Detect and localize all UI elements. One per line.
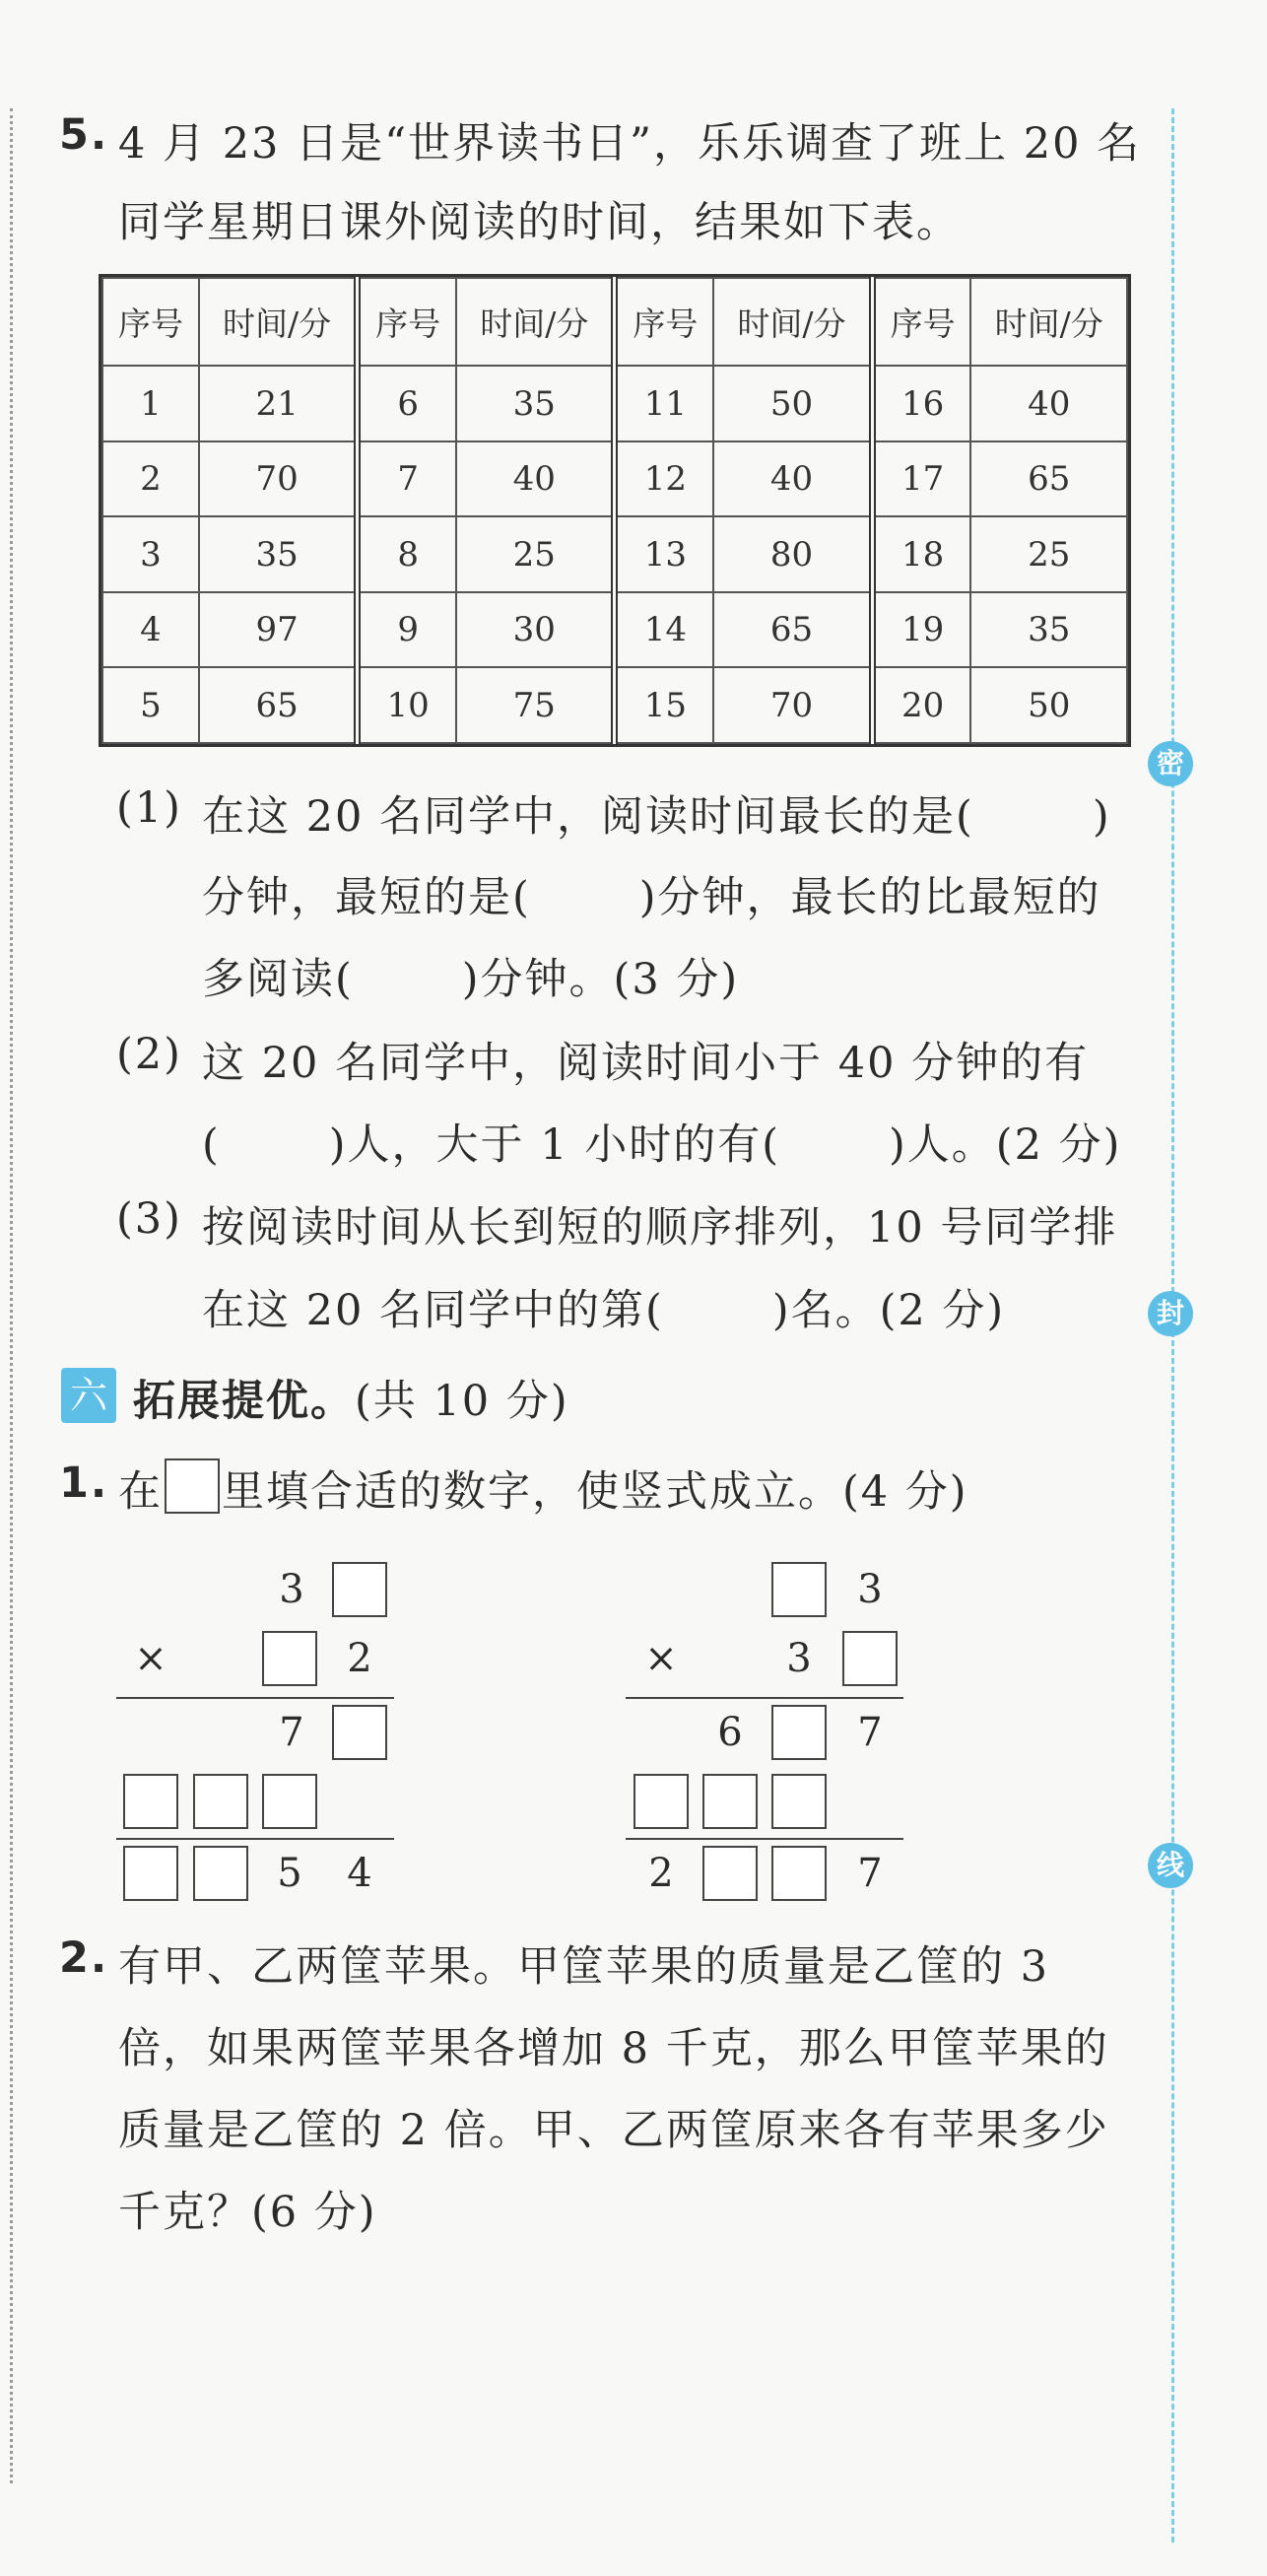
table-cell: 70 [199, 441, 358, 517]
table-cell: 30 [456, 592, 615, 668]
section-heading: 拓展提优。(共 10 分) [133, 1377, 569, 1426]
table-cell: 25 [970, 516, 1127, 592]
table-cell: 16 [872, 366, 970, 441]
table-cell: 40 [970, 366, 1127, 441]
digit: 7 [857, 1851, 883, 1896]
table-row [102, 516, 1127, 592]
table-cell: 3 [102, 516, 199, 592]
table-cell: 18 [872, 516, 970, 592]
reading-time-table [99, 274, 1131, 747]
digit: 2 [347, 1636, 372, 1681]
multiply-sign: × [134, 1636, 167, 1681]
table-cell: 8 [358, 516, 456, 592]
q5-line2: 同学星期日课外阅读的时间，结果如下表。 [118, 198, 961, 247]
answer-box[interactable] [332, 1705, 387, 1760]
table-cell: 65 [199, 667, 358, 743]
answer-box[interactable] [842, 1631, 898, 1686]
table-cell: 50 [970, 667, 1127, 743]
digit: 7 [857, 1710, 883, 1755]
calc-rule [626, 1697, 903, 1699]
q5-p1-line3: 多阅读( )分钟。(3 分) [202, 955, 740, 1004]
answer-box-example [165, 1458, 220, 1514]
calc-rule [116, 1838, 394, 1840]
table-row [102, 592, 1127, 668]
digit: 7 [279, 1710, 304, 1755]
table-cell: 7 [358, 441, 456, 517]
answer-box[interactable] [702, 1846, 758, 1901]
q2-line3: 质量是乙筐的 2 倍。甲、乙两筐原来各有苹果多少 [118, 2106, 1109, 2155]
answer-box[interactable] [332, 1562, 387, 1617]
table-cell: 1 [102, 366, 199, 441]
table-header-row [102, 278, 1127, 366]
table-row [102, 667, 1127, 743]
table-row [102, 441, 1127, 517]
table-cell: 15 [615, 667, 713, 743]
answer-box[interactable] [771, 1846, 827, 1901]
q5-p2-line2: ( )人，大于 1 小时的有( )人。(2 分) [202, 1120, 1122, 1170]
answer-box[interactable] [771, 1705, 827, 1760]
q5-p1-label: (1) [116, 783, 182, 833]
answer-box[interactable] [771, 1562, 827, 1617]
q2-line2: 倍，如果两筐苹果各增加 8 千克，那么甲筐苹果的 [118, 2024, 1109, 2073]
binding-seal-feng: 封 [1148, 1291, 1193, 1336]
table-cell: 65 [970, 441, 1127, 517]
answer-box[interactable] [193, 1774, 248, 1829]
table-header: 时间/分 [970, 278, 1127, 366]
calc-rule [116, 1697, 394, 1699]
digit: 3 [279, 1567, 304, 1612]
table-cell: 21 [199, 366, 358, 441]
digit: 3 [786, 1636, 812, 1681]
table-cell: 80 [713, 516, 872, 592]
table-cell: 10 [358, 667, 456, 743]
table-cell: 12 [615, 441, 713, 517]
digit: 6 [717, 1710, 743, 1755]
q5-number: 5. [59, 110, 109, 160]
table-cell: 40 [456, 441, 615, 517]
answer-box[interactable] [123, 1774, 178, 1829]
digit: 5 [277, 1851, 302, 1896]
table-cell: 35 [970, 592, 1127, 668]
q2-number: 2. [59, 1933, 109, 1983]
q5-p3-label: (3) [116, 1194, 182, 1244]
table-cell: 17 [872, 441, 970, 517]
table-cell: 50 [713, 366, 872, 441]
table-header: 序号 [872, 278, 970, 366]
q5-p1-line1: 在这 20 名同学中，阅读时间最长的是( ) [202, 792, 1111, 842]
table-cell: 35 [199, 516, 358, 592]
table-cell: 25 [456, 516, 615, 592]
answer-box[interactable] [262, 1631, 317, 1686]
table-cell: 19 [872, 592, 970, 668]
answer-box[interactable] [193, 1846, 248, 1901]
table-cell: 11 [615, 366, 713, 441]
table-cell: 2 [102, 441, 199, 517]
digit: 2 [648, 1851, 674, 1896]
multiply-sign: × [644, 1636, 678, 1681]
left-binding-line [10, 108, 13, 2483]
section-number-badge: 六 [61, 1368, 116, 1423]
binding-seal-mi: 密 [1148, 741, 1193, 786]
table-cell: 13 [615, 516, 713, 592]
table-cell: 9 [358, 592, 456, 668]
table-cell: 70 [713, 667, 872, 743]
table-header: 时间/分 [713, 278, 872, 366]
table-header: 序号 [102, 278, 199, 366]
q1-number: 1. [59, 1458, 109, 1508]
answer-box[interactable] [702, 1774, 758, 1829]
table-header: 时间/分 [199, 278, 358, 366]
q5-p2-label: (2) [116, 1030, 182, 1079]
table-cell: 6 [358, 366, 456, 441]
table-cell: 14 [615, 592, 713, 668]
answer-box[interactable] [771, 1774, 827, 1829]
digit: 4 [347, 1851, 372, 1896]
table-row [102, 366, 1127, 441]
digit: 3 [857, 1567, 883, 1612]
q5-p3-line2: 在这 20 名同学中的第( )名。(2 分) [202, 1286, 1006, 1335]
answer-box[interactable] [262, 1774, 317, 1829]
table-cell: 4 [102, 592, 199, 668]
answer-box[interactable] [634, 1774, 689, 1829]
q1-instruction: 在 里填合适的数字，使竖式成立。(4 分) [118, 1458, 968, 1519]
table-cell: 20 [872, 667, 970, 743]
table-cell: 97 [199, 592, 358, 668]
table-cell: 65 [713, 592, 872, 668]
q2-line1: 有甲、乙两筐苹果。甲筐苹果的质量是乙筐的 3 [118, 1942, 1050, 1992]
q5-p1-line2: 分钟，最短的是( )分钟，最长的比最短的 [202, 873, 1101, 922]
q5-p2-line1: 这 20 名同学中，阅读时间小于 40 分钟的有 [202, 1039, 1090, 1088]
q2-line4: 千克？(6 分) [118, 2188, 377, 2237]
table-header: 序号 [615, 278, 713, 366]
q5-line1: 4 月 23 日是“世界读书日”，乐乐调查了班上 20 名 [118, 119, 1142, 169]
table-cell: 40 [713, 441, 872, 517]
table-cell: 75 [456, 667, 615, 743]
table-cell: 5 [102, 667, 199, 743]
q5-p3-line1: 按阅读时间从长到短的顺序排列，10 号同学排 [202, 1203, 1118, 1253]
binding-seal-xian: 线 [1148, 1843, 1193, 1888]
table-header: 序号 [358, 278, 456, 366]
answer-box[interactable] [123, 1846, 178, 1901]
table-cell: 35 [456, 366, 615, 441]
calc-rule [626, 1838, 903, 1840]
table-header: 时间/分 [456, 278, 615, 366]
